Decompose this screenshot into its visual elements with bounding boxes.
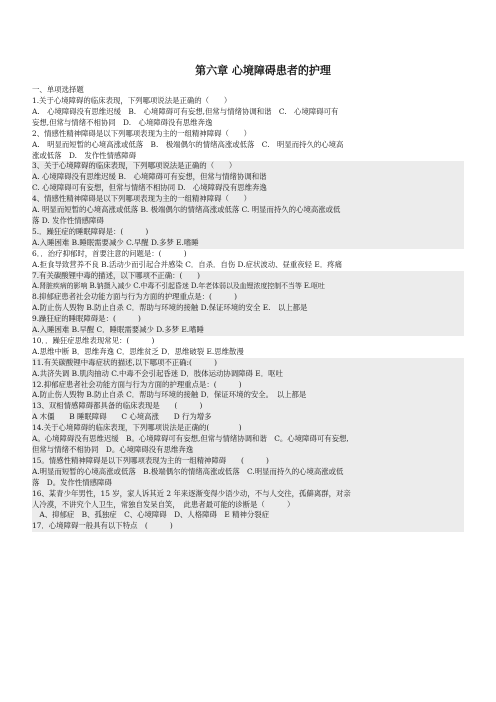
text-line: A.思维中断 B．思维奔逸 C．思维贫乏 D．思维破裂 E.思维散漫: [32, 346, 244, 356]
text-line: C. 心境障碍可有妄想，但常与情绪不相协同 D. 心境障碍没有思维奔逸: [32, 183, 464, 194]
text-line: A.入睡困难 B.早醒 C．睡眠需要减少 D.多梦 E.嗜睡: [32, 325, 464, 336]
text-line: 人冷漠，不讲究个人卫生，常独自发呆自笑， 此患者最可能的诊断是（ ）: [32, 500, 464, 511]
text-line: 5.．躁狂症的睡眠障碍是：( ): [32, 227, 464, 238]
text-line: A.入睡困难 B.睡眠需要减少 C.早醒 D.多梦 E.嗜睡: [32, 238, 464, 249]
text-line: 12.抑郁症患者社会功能方面与行为方面的护理重点是：( ): [32, 380, 464, 391]
section-heading: 一、单项选择题: [32, 85, 84, 94]
text-line: A.防止伤人毁物 B.防止自杀 C．帮助与环境的接触 D．保证环境的安全。 以上都是: [32, 390, 464, 401]
text-line: 17．心境障碍一般具有以下特点 ( ): [32, 521, 464, 532]
text-line: A. 明显而短暂的心境高涨或低落 B. 极端偶尔的情绪高涨或低落 C. 明显而持久的心境高涨或低: [32, 205, 464, 216]
text-line: A、抑郁症 B、孤独症 C、心境障碍 D、人格障碍 E 精神分裂症: [32, 510, 464, 521]
text-line: 3、关于心境障碍的临床表现，下列哪项说法是正确的（ ）: [32, 161, 464, 172]
text-line: 15。情感性精神障碍是以下列哪项表现为主的一组精神障碍 ( ): [32, 456, 464, 467]
text-line: A. 心境障碍没有思维迟缓 B. 心境障碍可有妄想,但常与情绪协调和谐 C. 心境障碍可有: [32, 106, 339, 116]
text-line: 1.关于心境障碍的临床表现，下列哪项说法是正确的（ ）: [32, 96, 232, 105]
text-line: 11.有关碳酸锂中毒症状的描述,以下哪项不正确:( ): [32, 358, 464, 369]
text-line: A.共济失调 B.肌肉抽动 C.中毒不会引起昏迷 D．肢体运动协调障碍 E．呕吐: [32, 369, 464, 380]
text-line: A.明显而短暂的心境高涨或低落 B.极端偶尔的情绪高涨或低落 C.明显而持久的心境高涨或低: [32, 467, 464, 478]
document-title: 第六章 心境障碍患者的护理: [195, 64, 331, 77]
text-line: 7.有关碳酸锂中毒的描述，以下哪项不正确：( ): [32, 271, 464, 282]
text-line: 6．．治疗抑郁时，首要注意的问题是：( ): [32, 248, 187, 258]
text-line: A.肾脏疾病的影响 B.钠摄入减少 C.中毒不引起昏迷 D.年老体弱以及血锂浓度控制不当等 E.呕吐: [32, 281, 464, 292]
text-line: 2、情感性精神障碍是以下列哪项表现为主的一组精神障碍（ ）: [32, 128, 252, 138]
text-line: 14.关于心境障碍的临床表现，下列哪项说法是正确的( ): [32, 423, 464, 434]
text-line: 9.躁狂症的睡眠障碍是：( ): [32, 314, 464, 325]
text-line: 13、双相情感障碍都具备的临床表现是 ( ): [32, 401, 464, 412]
question-list: [32, 96, 464, 532]
text-line: A. 明显而短暂的心境高涨或低落 B. 极端偶尔的情绪高涨或低落 C. 明显而持久的心境高: [32, 139, 344, 149]
text-line: 16、某青少年男性，15 岁，家人诉其近 2 年来逐渐变得少语少动，不与人交往，孤僻离群，对亲: [32, 489, 464, 500]
text-line: 但常与情绪不相协同 D。心境障碍没有思维奔逸: [32, 445, 464, 456]
text-line: 落 D. 发作性情感障碍: [32, 216, 464, 227]
text-line: A 木僵 B 睡眠障碍 C 心境高涨 D 行为增多: [32, 412, 464, 423]
text-line: 4、情感性精神障碍是以下列哪项表现为主的一组精神障碍（ ）: [32, 194, 464, 205]
document-page: [32, 62, 464, 532]
text-line: A.拒食导致营养不良 B.活动少而引起合并感染 C．自杀．自伤 D.症状波动、昼重夜轻 E．疼痛: [32, 259, 342, 269]
text-line: 10．．躁狂症思维表现常见：( ): [32, 335, 155, 345]
text-line: 落 D。发作性情感障碍: [32, 478, 464, 489]
text-line: 8.抑郁症患者社会功能方面与行为方面的护理重点是：( ): [32, 292, 464, 303]
text-line: 妄想,但常与情绪不相协同 D. 心境障碍没有思维奔逸: [32, 117, 213, 127]
text-line: A。心境障碍没有思维迟缓 B。心境障碍可有妄想,但常与情绪协调和谐 C。心境障碍可有妄想,: [32, 434, 464, 445]
text-line: A. 心境障碍没有思维迟缓 B. 心境障碍可有妄想，但常与情绪协调和谐: [32, 172, 464, 183]
text-line: A.防止伤人毁物 B.防止自杀 C．帮助与环境的接触 D.保证环境的安全 E. 以上都是: [32, 303, 464, 314]
text-line: 涨或低落 D. 发作性情感障碍: [32, 150, 137, 160]
